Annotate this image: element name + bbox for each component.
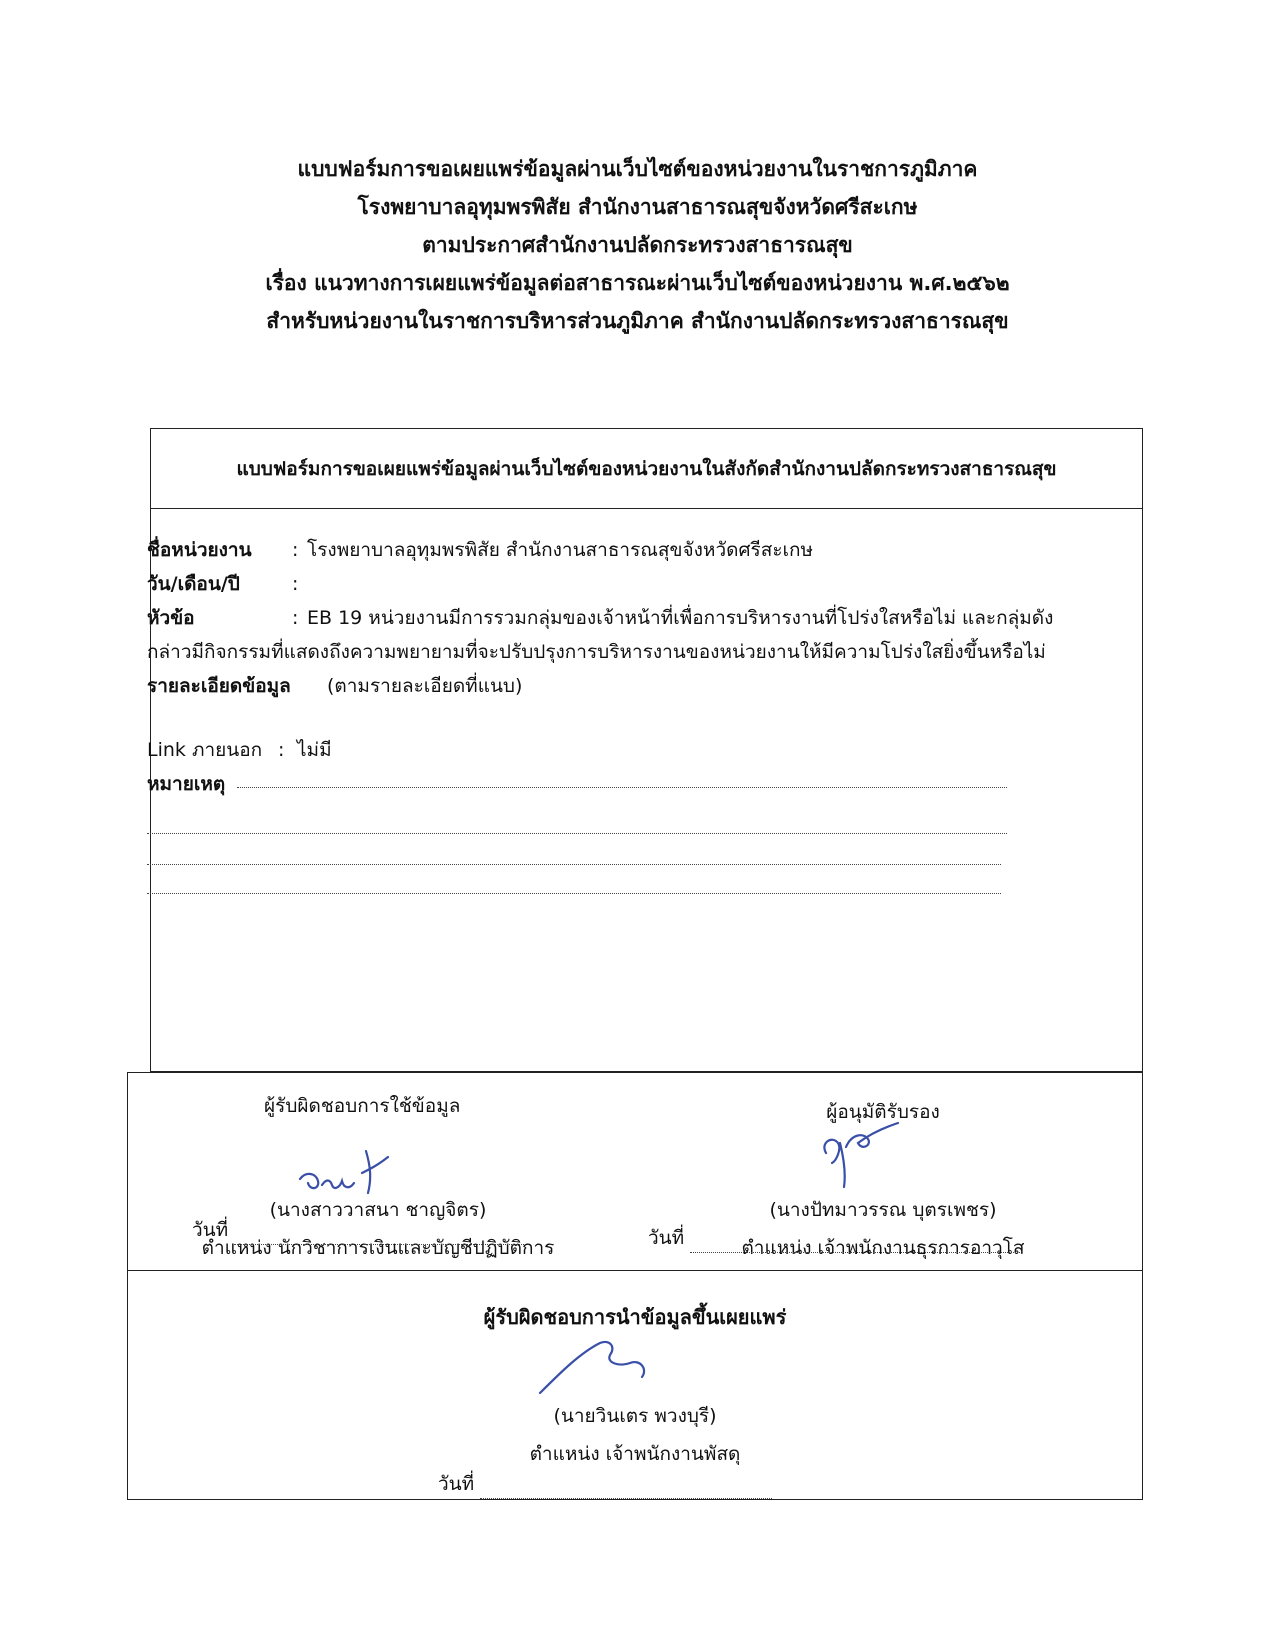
signature-section — [127, 1072, 1143, 1270]
link-label: Link ภายนอก — [147, 739, 263, 761]
publisher-date: วันที่ — [438, 1469, 772, 1499]
remark-dots-4 — [147, 865, 1001, 894]
signer-left-title: ผู้รับผิดชอบการใช้ข้อมูล — [264, 1095, 461, 1117]
signer-left-position: ตำแหน่ง นักวิชาการเงินและบัญชีปฏิบัติการ — [201, 1237, 555, 1259]
publisher-name: (นายวินเตร พวงบุรี) — [553, 1405, 717, 1427]
header-line-5: สำหรับหน่วยงานในราชการบริหารส่วนภูมิภาค สำนักงานปลัดกระทรวงสาธารณสุข — [266, 309, 1009, 333]
date-label: วัน/เดือน/ปี — [147, 573, 240, 595]
header-line-3: ตามประกาศสำนักงานปลัดกระทรวงสาธารณสุข — [422, 233, 853, 257]
signer-right-title: ผู้อนุมัติรับรอง — [826, 1101, 940, 1123]
signer-left-date: วันที่ — [192, 1215, 524, 1245]
link-separator: : — [278, 739, 285, 761]
topic-separator: : — [292, 607, 299, 629]
publisher-title: ผู้รับผิดชอบการนำข้อมูลขึ้นเผยแพร่ — [483, 1305, 787, 1329]
link-row — [147, 733, 1138, 767]
signature-publisher-scribble — [530, 1333, 660, 1403]
detail-value: (ตามรายละเอียดที่แนบ) — [327, 675, 523, 697]
topic-label: หัวข้อ — [147, 607, 195, 629]
header-line-1: แบบฟอร์มการขอเผยแพร่ข้อมูลผ่านเว็บไซต์ของหน่วยงานในราชการภูมิภาค — [297, 157, 978, 181]
unit-separator: : — [292, 539, 299, 561]
unit-row — [147, 533, 1138, 567]
date-separator: : — [292, 573, 299, 595]
publisher-section — [127, 1270, 1143, 1500]
date-row — [147, 567, 1138, 601]
header-line-2: โรงพยาบาลอุทุมพรพิสัย สำนักงานสาธารณสุขจังหวัดศรีสะเกษ — [357, 195, 918, 219]
request-form — [147, 428, 1143, 1072]
signer-right-position: ตำแหน่ง เจ้าพนักงานธุรการอาวุโส — [741, 1237, 1025, 1259]
detail-label: รายละเอียดข้อมูล — [147, 675, 291, 697]
signer-right-name: (นางปัทมาวรรณ บุตรเพชร) — [769, 1199, 997, 1221]
signature-right-scribble — [818, 1113, 908, 1193]
unit-value: โรงพยาบาลอุทุมพรพิสัย สำนักงานสาธารณสุขจังหวัดศรีสะเกษ — [307, 539, 814, 561]
topic-value: EB 19 หน่วยงานมีการรวมกลุ่มของเจ้าหน้าที่เพื่อการบริหารงานที่โปร่งใสหรือไม่ และกลุ่มดังกล่าวมีกิจกรรมที่แสดงถึงความพยายามที่จะปรับปรุงการบริหารงานของหน่วยงานให้มีความโปร่งใสยิ่งขึ้นหรือไม่ — [147, 607, 1054, 663]
header-line-4: เรื่อง แนวทางการเผยแพร่ข้อมูลต่อสาธารณะผ่านเว็บไซต์ของหน่วยงาน พ.ศ.๒๕๖๒ — [265, 271, 1010, 295]
remark-dots-1 — [237, 787, 1007, 788]
link-value: ไม่มี — [297, 739, 332, 761]
unit-label: ชื่อหน่วยงาน — [147, 539, 252, 561]
form-title: แบบฟอร์มการขอเผยแพร่ข้อมูลผ่านเว็บไซต์ของหน่วยงานในสังกัดสำนักงานปลัดกระทรวงสาธารณสุข — [151, 429, 1142, 509]
remark-dots-2 — [147, 801, 1007, 834]
topic-block — [147, 601, 1138, 669]
document-header — [0, 150, 1275, 340]
remark-label: หมายเหตุ — [147, 773, 226, 795]
remark-dots-3 — [147, 834, 1001, 865]
remark-row — [147, 767, 1138, 801]
signer-left-name: (นางสาววาสนา ชาญจิตร) — [269, 1199, 487, 1221]
signature-left-scribble — [296, 1143, 406, 1203]
publisher-position: ตำแหน่ง เจ้าพนักงานพัสดุ — [529, 1443, 741, 1465]
detail-row — [147, 669, 1138, 703]
signer-right-date: วันที่ — [648, 1223, 1020, 1253]
